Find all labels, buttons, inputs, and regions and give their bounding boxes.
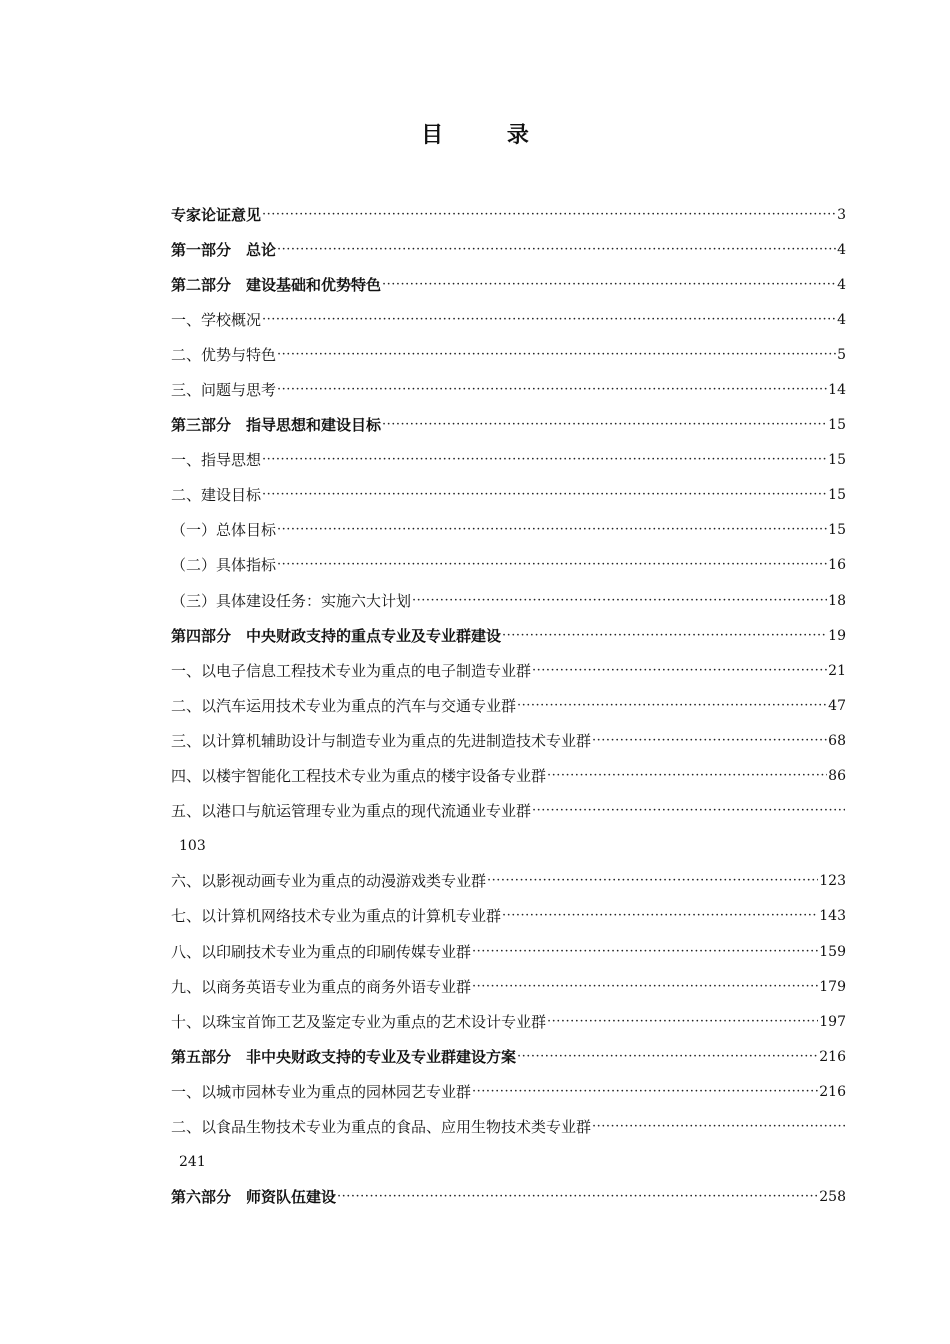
toc-entry-page: 143: [819, 908, 846, 925]
toc-entry[interactable]: [171, 759, 846, 794]
toc-entry-title: 第一部分 总论: [171, 240, 277, 259]
toc-entry-page: 15: [828, 417, 846, 434]
toc-leader-dots: [517, 1047, 818, 1067]
toc-entry-page-continued: [171, 1145, 846, 1180]
toc-entry-title: 八、以印刷技术专业为重点的印刷传媒专业群: [171, 942, 472, 961]
toc-entry-title: （三）具体建设任务：实施六大计划: [171, 591, 412, 610]
toc-leader-dots: [382, 275, 836, 295]
toc-leader-dots: [277, 520, 827, 540]
toc-entry-page: 5: [837, 346, 846, 363]
toc-leader-dots: [412, 591, 827, 611]
toc-entry-page: 19: [828, 627, 846, 644]
toc-title: 目 录: [421, 123, 557, 148]
toc-entry-title: 第五部分 非中央财政支持的专业及专业群建设方案: [171, 1047, 517, 1066]
toc-entry-title: 七、以计算机网络技术专业为重点的计算机专业群: [171, 907, 502, 926]
toc-entry-page: 3: [837, 206, 846, 223]
toc-entry[interactable]: [171, 267, 846, 302]
toc-entry[interactable]: [171, 1074, 846, 1109]
toc-leader-dots: [547, 1012, 818, 1032]
toc-entry-page: 103: [179, 838, 206, 855]
toc-entry-page: 197: [819, 1013, 846, 1030]
toc-leader-dots: [277, 555, 827, 575]
toc-leader-dots: [592, 731, 827, 751]
toc-leader-dots: [487, 871, 818, 891]
toc-entry-page: 15: [828, 452, 846, 469]
toc-entry[interactable]: [171, 583, 846, 618]
toc-entry[interactable]: [171, 232, 846, 267]
toc-entry[interactable]: [171, 1180, 846, 1215]
toc-entry-page: 4: [837, 241, 846, 258]
toc-leader-dots: [472, 942, 818, 962]
toc-entry-page: 179: [819, 978, 846, 995]
toc-entry[interactable]: [171, 794, 846, 829]
toc-entry-title: （二）具体指标: [171, 556, 277, 575]
toc-entry-page: 18: [828, 592, 846, 609]
toc-entry-title: 一、以城市园林专业为重点的园林园艺专业群: [171, 1082, 472, 1101]
toc-entry-page: 216: [819, 1048, 846, 1065]
toc-leader-dots: [262, 205, 836, 225]
toc-entry-title: 一、指导思想: [171, 451, 262, 470]
toc-entry[interactable]: [171, 899, 846, 934]
toc-entry-title: 第四部分 中央财政支持的重点专业及专业群建设: [171, 626, 502, 645]
toc-entry[interactable]: [171, 478, 846, 513]
toc-entry[interactable]: [171, 548, 846, 583]
toc-entry-title: 第三部分 指导思想和建设目标: [171, 416, 382, 435]
toc-entry-title: 九、以商务英语专业为重点的商务外语专业群: [171, 977, 472, 996]
toc-leader-dots: [277, 345, 836, 365]
toc-entry-page: 241: [179, 1154, 206, 1171]
toc-entry[interactable]: [171, 197, 846, 232]
toc-entry-title: 第二部分 建设基础和优势特色: [171, 275, 382, 294]
toc-entry-page: 16: [828, 557, 846, 574]
toc-entry[interactable]: [171, 1004, 846, 1039]
toc-entry[interactable]: [171, 969, 846, 1004]
toc-entry[interactable]: [171, 302, 846, 337]
toc-entry-title: 一、学校概况: [171, 310, 262, 329]
toc-entry-page-continued: [171, 829, 846, 864]
toc-entry-page: 216: [819, 1083, 846, 1100]
toc-entry[interactable]: [171, 653, 846, 688]
toc-entry-page: 68: [828, 732, 846, 749]
toc-entry[interactable]: [171, 934, 846, 969]
toc-entry[interactable]: [171, 372, 846, 407]
toc-entry-page: 14: [828, 382, 846, 399]
toc-leader-dots: [472, 977, 818, 997]
toc-entry-title: 四、以楼宇智能化工程技术专业为重点的楼宇设备专业群: [171, 767, 547, 786]
toc-entry[interactable]: [171, 408, 846, 443]
toc-entry-page: 21: [828, 662, 846, 679]
toc-leader-dots: [337, 1187, 818, 1207]
toc-entry-title: 三、以计算机辅助设计与制造专业为重点的先进制造技术专业群: [171, 731, 592, 750]
toc-entry-title: 三、问题与思考: [171, 381, 277, 400]
toc-entry[interactable]: [171, 618, 846, 653]
toc-leader-dots: [382, 415, 827, 435]
toc-leader-dots: [532, 661, 827, 681]
toc-entry[interactable]: [171, 337, 846, 372]
toc-leader-dots: [262, 485, 827, 505]
toc-entry-title: 一、以电子信息工程技术专业为重点的电子制造专业群: [171, 661, 532, 680]
toc-leader-dots: [472, 1082, 818, 1102]
toc-entry-title: 二、以汽车运用技术专业为重点的汽车与交通专业群: [171, 696, 517, 715]
toc-entry[interactable]: [171, 443, 846, 478]
toc-entry-title: 二、以食品生物技术专业为重点的食品、应用生物技术类专业群: [171, 1117, 592, 1136]
toc-entry[interactable]: [171, 688, 846, 723]
toc-leader-dots: [547, 766, 827, 786]
toc-entry-page: 15: [828, 522, 846, 539]
toc-entry-title: 十、以珠宝首饰工艺及鉴定专业为重点的艺术设计专业群: [171, 1012, 547, 1031]
toc-entry-page: 47: [828, 697, 846, 714]
toc-entry-title: 六、以影视动画专业为重点的动漫游戏类专业群: [171, 872, 487, 891]
toc-entry-page: 15: [828, 487, 846, 504]
toc-leader-dots: [262, 310, 836, 330]
toc-leader-dots: [592, 1117, 845, 1137]
toc-leader-dots: [532, 801, 845, 821]
toc-leader-dots: [502, 906, 818, 926]
toc-leader-dots: [262, 450, 827, 470]
toc-entry[interactable]: [171, 1109, 846, 1144]
toc-list: [171, 197, 846, 1215]
toc-entry-page: 159: [819, 943, 846, 960]
toc-entry[interactable]: [171, 513, 846, 548]
toc-entry-title: 二、建设目标: [171, 486, 262, 505]
toc-entry-page: 123: [819, 873, 846, 890]
toc-leader-dots: [277, 240, 836, 260]
toc-entry-title: 二、优势与特色: [171, 345, 277, 364]
toc-leader-dots: [277, 380, 827, 400]
toc-entry-page: 4: [837, 276, 846, 293]
toc-entry[interactable]: [171, 1039, 846, 1074]
toc-entry-title: 专家论证意见: [171, 205, 262, 224]
toc-entry-page: 258: [819, 1189, 846, 1206]
toc-leader-dots: [517, 696, 827, 716]
toc-entry-title: （一）总体目标: [171, 521, 277, 540]
toc-entry-page: 4: [837, 311, 846, 328]
toc-entry-page: 86: [828, 768, 846, 785]
toc-entry[interactable]: [171, 864, 846, 899]
toc-entry-title: 第六部分 师资队伍建设: [171, 1188, 337, 1207]
toc-entry-title: 五、以港口与航运管理专业为重点的现代流通业专业群: [171, 802, 532, 821]
toc-leader-dots: [502, 626, 827, 646]
toc-entry[interactable]: [171, 723, 846, 758]
